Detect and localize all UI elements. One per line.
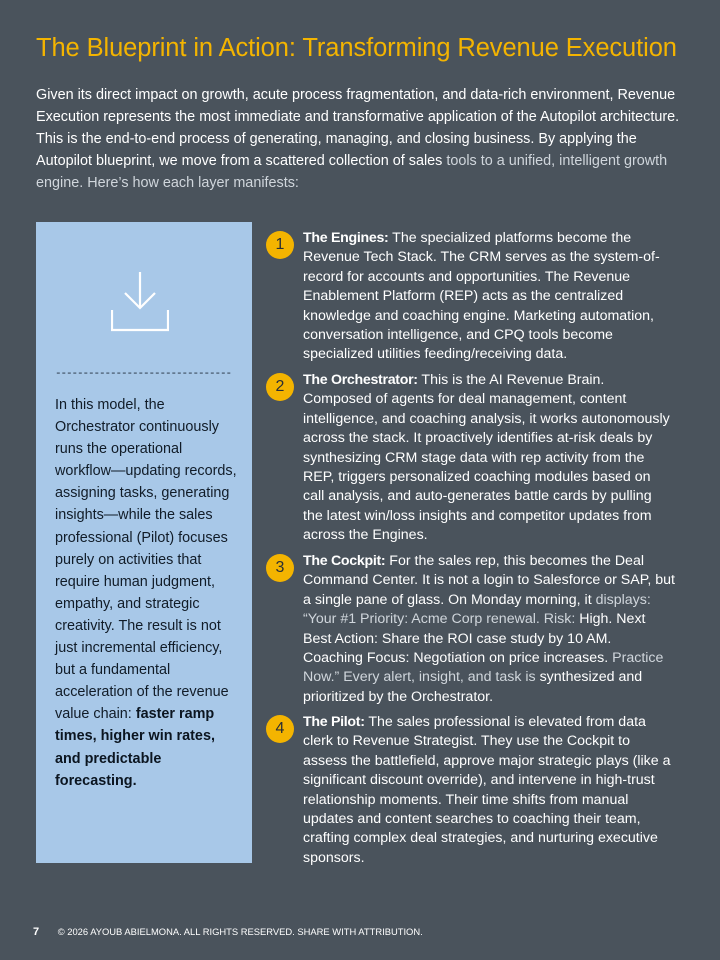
number-badge: 2	[266, 373, 294, 401]
intro-tail: tools to a unified, intelligent growth engine. Here’s how each layer manifests:	[36, 153, 668, 191]
item-text	[303, 371, 675, 546]
sidebar-body	[55, 394, 241, 792]
item-label: The Cockpit:	[303, 553, 386, 569]
page-footer	[33, 926, 423, 938]
item-label: The Engines:	[303, 230, 389, 246]
item-body: High. Next Best Action: Share the ROI case study by 10 AM. Coaching Focus: Negotiation on price increases.	[303, 611, 646, 667]
intro-paragraph	[36, 84, 686, 194]
download-icon	[111, 272, 169, 332]
sidebar-emphasis: faster ramp times, higher win rates, and predictable forecasting.	[55, 706, 215, 789]
page-number: 7	[33, 926, 40, 938]
intro-main: Given its direct impact on growth, acute process fragmentation, and data-rich environment, Revenue Execution represents the most immediate and transformative application of the Autopilot architecture. This is the end-to-end process of generating, managing, and closing business. By applying the Autopilot blueprint, we move from a scattered collection of sales	[36, 87, 680, 169]
item-body-dim: Practice Now.” Every alert, insight, and task is	[303, 650, 664, 686]
item-label: The Orchestrator:	[303, 372, 418, 388]
item-body-dim: displays: “Your #1 Priority: Acme Corp renewal. Risk:	[303, 591, 651, 628]
item-body: This is the AI Revenue Brain. Composed of agents for deal management, content intelligence, and coaching analysis, it works autonomously across the stack. It proactively identifies at-risk deals by synthesizing CRM stage data with rep activity from the REP, triggers personalized coaching modules based on call analysis, and auto-generates battle cards by pulling the latest win/loss insights and competitor updates from across the Engines.	[303, 372, 670, 544]
item-body: The sales professional is elevated from data clerk to Revenue Strategist. They use the Cockpit to assess the battlefield, approve major strategic plays (like a significant discount override), and intervene in high-trust relationship moments. Their time shifts from manual updates and content searches to coaching their team, crafting complex deal strategies, and nurturing executive sponsors.	[303, 714, 671, 866]
item-text	[303, 713, 675, 868]
item-body: synthesized and prioritized by the Orchestrator.	[303, 669, 643, 705]
callout-sidebar	[36, 222, 252, 863]
number-badge: 4	[266, 715, 294, 743]
item-text	[303, 229, 675, 365]
number-badge: 1	[266, 231, 294, 259]
item-text	[303, 552, 675, 707]
number-badge: 3	[266, 554, 294, 582]
sidebar-body-text: In this model, the Orchestrator continuously runs the operational workflow—updating records, assigning tasks, generating insights—while the sales professional (Pilot) focuses purely on activities that require human judgment, empathy, and strategic creativity. The result is not just incremental efficiency, but a fundamental acceleration of the revenue value chain:	[55, 397, 237, 723]
item-body: The specialized platforms become the Revenue Tech Stack. The CRM serves as the system-of-record for accounts and opportunities. The Revenue Enablement Platform (REP) acts as the centralized knowledge and coaching engine. Marketing automation, conversation intelligence, and CPQ tools become specialized utilities feeding/receiving data.	[303, 230, 660, 363]
copyright-notice: © 2026 AYOUB ABIELMONA. ALL RIGHTS RESERVED. SHARE WITH ATTRIBUTION.	[57, 926, 423, 937]
item-label: The Pilot:	[303, 714, 365, 730]
page-title: The Blueprint in Action: Transforming Revenue Execution	[36, 34, 677, 62]
divider-dashes: --------------------------------	[55, 368, 232, 380]
item-body: For the sales rep, this becomes the Deal Command Center. It is not a login to Salesforce or SAP, but a single pane of glass. On Monday morning, it	[303, 553, 675, 608]
